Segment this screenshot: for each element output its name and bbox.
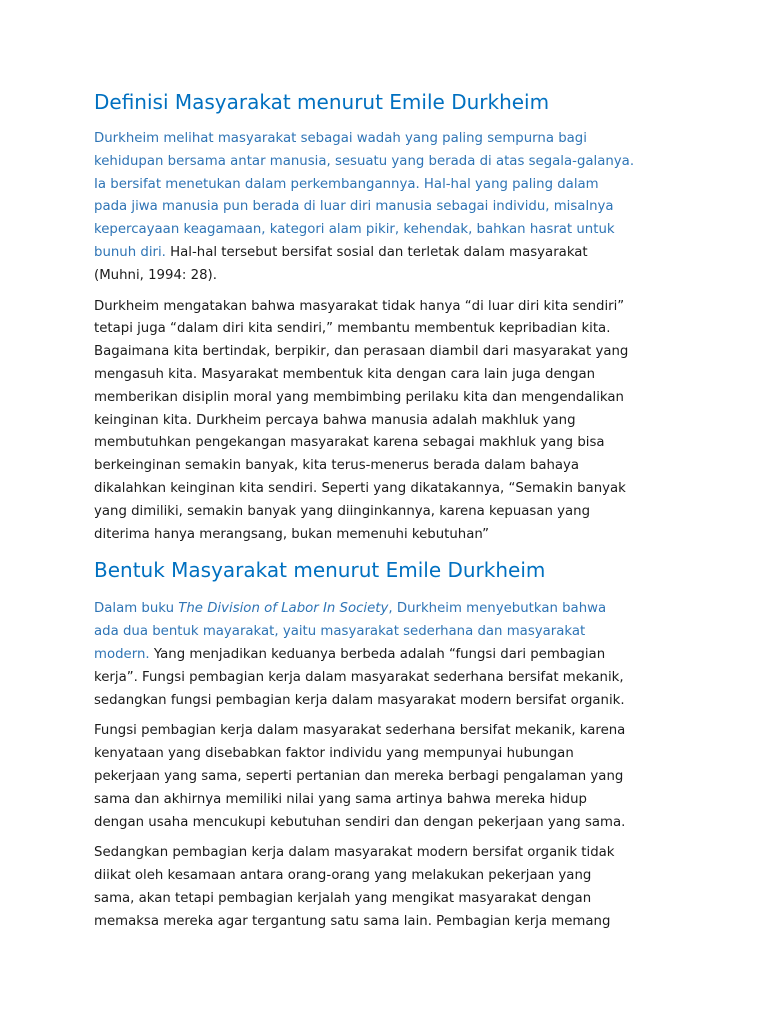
- text-line: tetapi juga “dalam diri kita sendiri,” membantu membentuk kepribadian kita.: [94, 321, 611, 337]
- text-line: mengasuh kita. Masyarakat membentuk kita dengan cara lain juga dengan: [94, 366, 596, 382]
- text-line: diikat oleh kesamaan antara orang-orang yang melakukan pekerjaan yang: [94, 868, 592, 884]
- text-line: sama dan akhirnya memiliki nilai yang sama artinya bahwa mereka hidup: [94, 791, 587, 807]
- text-line: Durkheim mengatakan bahwa masyarakat tidak hanya “di luar diri kita sendiri”: [94, 298, 625, 314]
- text-line: kehidupan bersama antar manusia, sesuatu yang berada di atas segala-galanya.: [94, 153, 635, 169]
- text-line: Ia bersifat menetukan dalam perkembangannya. Hal-hal yang paling dalam: [94, 176, 599, 192]
- text-line: diterima hanya merangsang, bukan memenuhi kebutuhan”: [94, 526, 489, 542]
- text-span-accent: bunuh diri.: [94, 244, 166, 260]
- paragraph-definisi-2: [94, 296, 684, 547]
- text-line: Sedangkan pembagian kerja dalam masyarakat modern bersifat organik tidak: [94, 845, 615, 861]
- text-line: Bagaimana kita bertindak, berpikir, dan perasaan diambil dari masyarakat yang: [94, 344, 629, 360]
- paragraph-bentuk-2: [94, 720, 684, 834]
- text-line: kenyataan yang disebabkan faktor individu yang mempunyai hubungan: [94, 746, 574, 762]
- text-line: pekerjaan yang sama, seperti pertanian dan mereka berbagi pengalaman yang: [94, 768, 624, 784]
- text-line: keinginan kita. Durkheim percaya bahwa manusia adalah makhluk yang: [94, 412, 576, 428]
- section-title-bentuk: Bentuk Masyarakat menurut Emile Durkheim: [94, 558, 546, 583]
- text-line: kerja”. Fungsi pembagian kerja dalam masyarakat sederhana bersifat mekanik,: [94, 669, 624, 685]
- text-line: kepercayaan keagamaan, kategori alam pikir, kehendak, bahkan hasrat untuk: [94, 222, 615, 238]
- text-line: Durkheim melihat masyarakat sebagai wadah yang paling sempurna bagi: [94, 131, 587, 146]
- citation-line: (Muhni, 1994: 28).: [94, 267, 217, 283]
- text-line: memberikan disiplin moral yang membimbing perilaku kita dan mengendalikan: [94, 389, 624, 405]
- text-line-mixed: [94, 242, 684, 265]
- text-line: yang dimiliki, semakin banyak yang diinginkannya, karena kepuasan yang: [94, 503, 591, 519]
- text-line: berkeinginan semakin banyak, kita terus-menerus berada dalam bahaya: [94, 458, 580, 474]
- text-line: pada jiwa manusia pun berada di luar diri manusia sebagai individu, misalnya: [94, 199, 614, 215]
- text-line: sedangkan fungsi pembagian kerja dalam masyarakat modern bersifat organik.: [94, 692, 625, 708]
- paragraph-definisi-1: [94, 128, 684, 288]
- document-page: [94, 88, 684, 934]
- text-line: sama, akan tetapi pembagian kerjalah yang mengikat masyarakat dengan: [94, 890, 592, 906]
- text-line-mixed: [94, 598, 684, 621]
- section-title-definisi: Definisi Masyarakat menurut Emile Durkheim: [94, 90, 550, 114]
- paragraph-bentuk-1: [94, 598, 684, 712]
- text-span-accent: Dalam buku: [94, 601, 179, 617]
- text-line: dikalahkan keinginan kita sendiri. Seperti yang dikatakannya, “Semakin banyak: [94, 480, 626, 496]
- text-line: ada dua bentuk mayarakat, yaitu masyarakat sederhana dan masyarakat: [94, 624, 586, 640]
- text-line: memaksa mereka agar tergantung satu sama lain. Pembagian kerja memang: [94, 913, 611, 929]
- text-line-mixed: [94, 644, 684, 667]
- text-span: Hal-hal tersebut bersifat sosial dan terletak dalam masyarakat: [165, 244, 588, 260]
- text-line: Fungsi pembagian kerja dalam masyarakat sederhana bersifat mekanik, karena: [94, 723, 626, 739]
- book-title: The Division of Labor In Society: [178, 601, 389, 617]
- text-line: membutuhkan pengekangan masyarakat karena sebagai makhluk yang bisa: [94, 435, 605, 451]
- text-span-accent: , Durkheim menyebutkan bahwa: [388, 601, 607, 617]
- paragraph-bentuk-3: [94, 842, 684, 933]
- text-span-accent: modern.: [94, 646, 150, 662]
- text-line: dengan usaha mencukupi kebutuhan sendiri dan dengan pekerjaan yang sama.: [94, 814, 626, 830]
- text-span: Yang menjadikan keduanya berbeda adalah “fungsi dari pembagian: [149, 646, 606, 662]
